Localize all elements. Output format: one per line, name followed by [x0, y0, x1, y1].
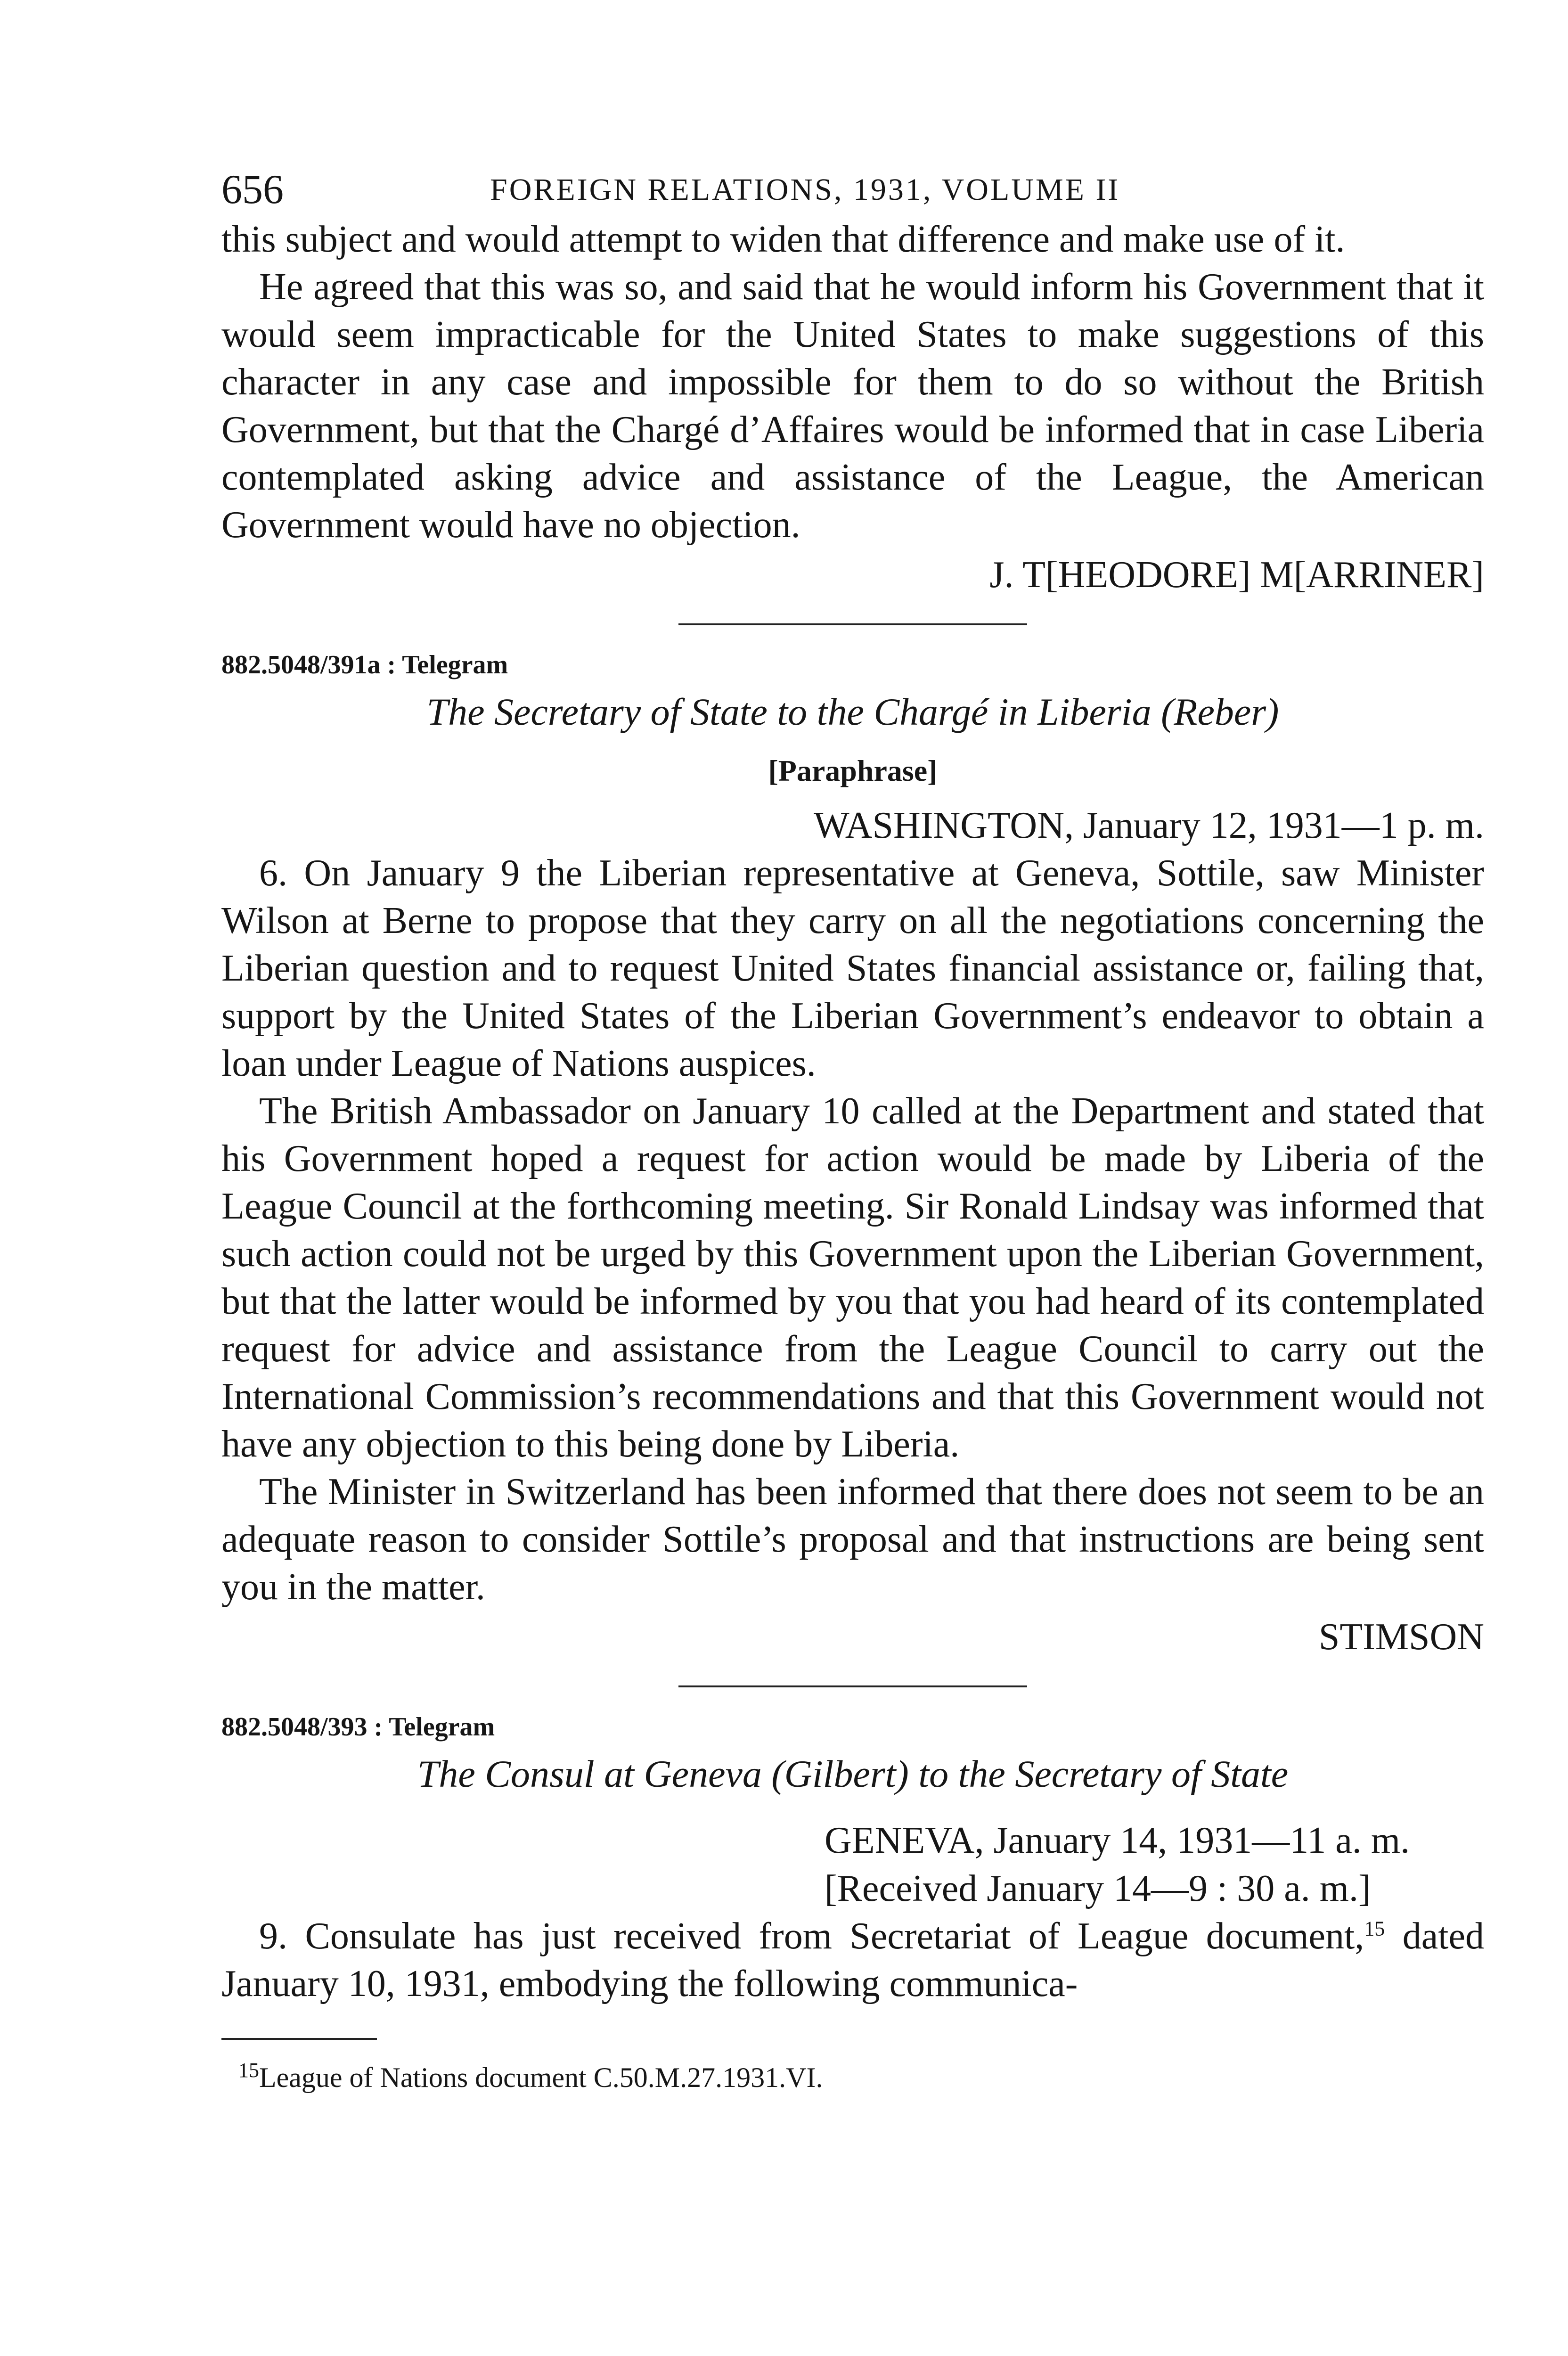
paraphrase-label: [Paraphrase]: [768, 754, 938, 787]
document-heading: The Consul at Geneva (Gilbert) to the Secretary of State: [417, 1752, 1289, 1795]
page-number: 656: [221, 167, 284, 213]
dateline: WASHINGTON, January 12, 1931—1 p. m.: [814, 805, 1484, 846]
paragraph: The Minister in Switzerland has been informed that there does not seem to be an adequate reason to consider Sottile’s proposal and that instructions are being sent you in the matter.: [221, 1471, 1484, 1608]
dateline: GENEVA, January 14, 1931—11 a. m.: [825, 1820, 1410, 1861]
footnote-text: League of Nations document C.50.M.27.1931.VI.: [259, 2062, 823, 2093]
received-line: [Received January 14—9 : 30 a. m.]: [825, 1868, 1371, 1909]
footnote-reference: 15: [1364, 1917, 1385, 1940]
paragraph: 6. On January 9 the Liberian representative at Geneva, Sottile, saw Minister Wilson at Berne to propose that they carry on all the negotiations concerning the Liberian question and to request United States financial assistance or, failing that, support by the United States of the Liberian Government’s endeavor to obtain a loan under League of Nations auspices.: [221, 852, 1484, 1084]
running-title: FOREIGN RELATIONS, 1931, VOLUME II: [490, 172, 1120, 207]
running-header: [221, 164, 1484, 216]
file-reference: 882.5048/393 : Telegram: [221, 1712, 495, 1742]
continued-paragraph: this subject and would attempt to widen that difference and make use of it.: [221, 219, 1345, 260]
paragraph: He agreed that this was so, and said that he would inform his Government that it would seem impracticable for the United States to make suggestions of this character in any case and impossible for them to do so without the British Government, but that the Chargé d’Affaires would be informed that in case Liberia contemplated asking advice and assistance of the League, the American Government would have no objection.: [221, 266, 1484, 546]
paragraph: [221, 1913, 1484, 2008]
footnote: [221, 2059, 1484, 2096]
footnote-divider: [221, 2038, 377, 2040]
document-page: [221, 164, 1484, 2096]
paragraph-text: 9. Consulate has just received from Secretariat of League document,: [259, 1915, 1364, 1957]
footnote-mark: 15: [238, 2059, 259, 2082]
section-divider: [678, 1685, 1027, 1687]
section-divider: [678, 623, 1027, 625]
signature: STIMSON: [1318, 1616, 1484, 1658]
file-reference: 882.5048/391a : Telegram: [221, 650, 508, 679]
signature: J. T[HEODORE] M[ARRINER]: [989, 554, 1484, 596]
paragraph: The British Ambassador on January 10 called at the Department and stated that his Government hoped a request for action would be made by Liberia of the League Council at the forthcoming meeting. Sir Ronald Lindsay was informed that such action could not be urged by this Government upon the Liberian Government, but that the latter would be informed by you that you had heard of its contemplated request for advice and assistance from the League Council to carry out the International Commission’s recommendations and that this Government would not have any objection to this being done by Liberia.: [221, 1090, 1484, 1465]
paragraph-text: dated January 10, 1931, embodying the following communica-: [221, 1915, 1484, 2004]
document-heading: The Secretary of State to the Chargé in Liberia (Reber): [426, 690, 1279, 733]
